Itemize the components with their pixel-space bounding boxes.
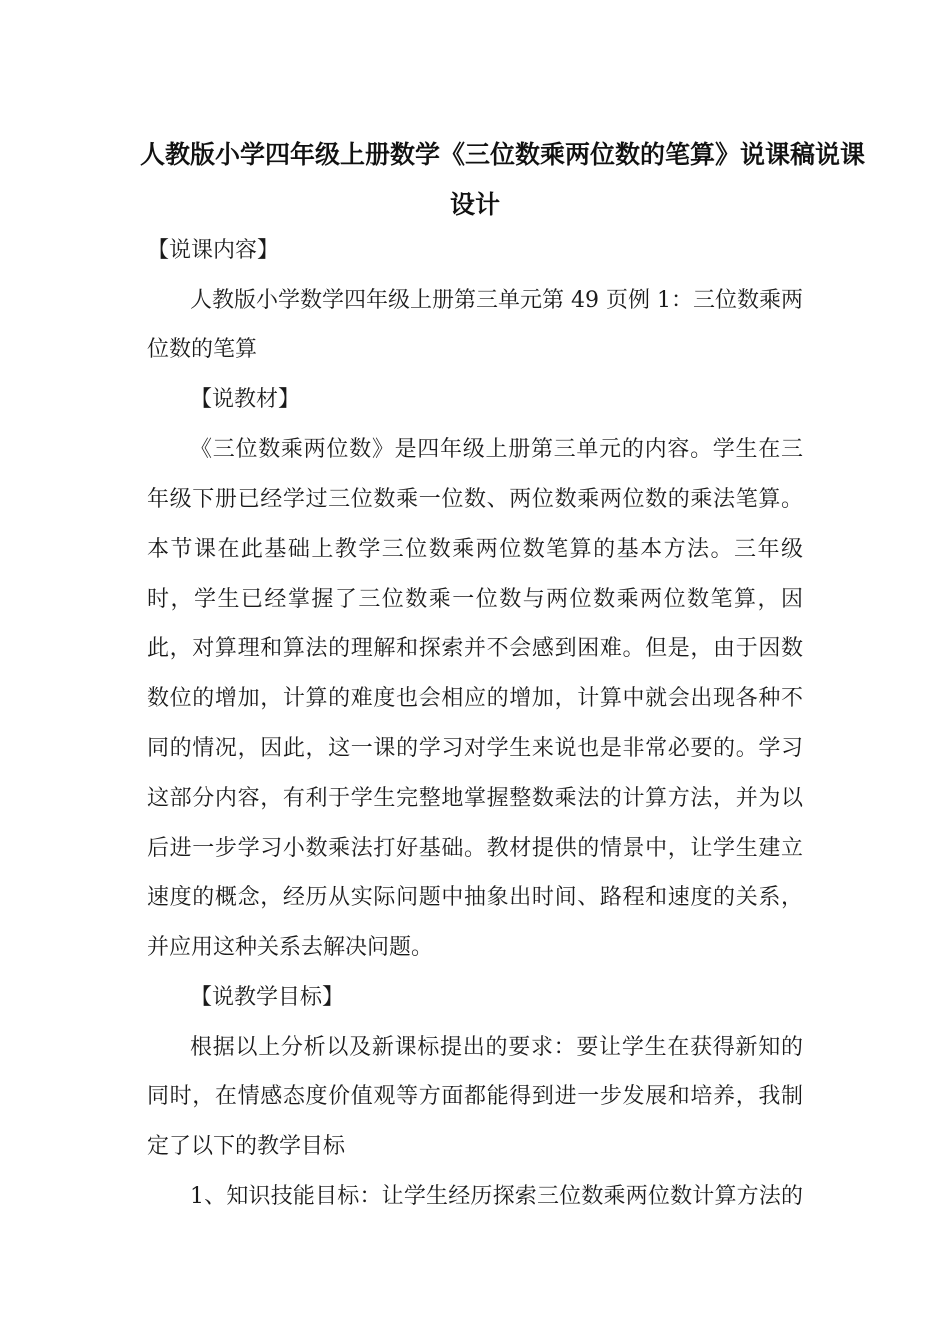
paragraph-line: 《三位数乘两位数》是四年级上册第三单元的内容。学生在三: [190, 437, 803, 462]
document-title-line-2: 设计: [449, 190, 500, 219]
paragraph-line: 后进一步学习小数乘法打好基础。教材提供的情景中，让学生建立: [147, 836, 803, 861]
paragraph-line: 此，对算理和算法的理解和探索并不会感到困难。但是，由于因数: [147, 636, 803, 661]
paragraph-line: 本节课在此基础上教学三位数乘两位数笔算的基本方法。三年级: [147, 537, 803, 562]
document-title-line-1: 人教版小学四年级上册数学《三位数乘两位数的笔算》说课稿说课: [140, 140, 866, 169]
paragraph-line: 这部分内容，有利于学生完整地掌握整数乘法的计算方法，并为以: [147, 786, 803, 811]
paragraph-line: 年级下册已经学过三位数乘一位数、两位数乘两位数的乘法笔算。: [147, 487, 803, 512]
list-item: 1、知识技能目标：让学生经历探索三位数乘两位数计算方法的: [190, 1184, 803, 1209]
paragraph-line: 并应用这种关系去解决问题。: [147, 935, 434, 960]
paragraph-line: 速度的概念，经历从实际问题中抽象出时间、路程和速度的关系，: [147, 885, 803, 910]
paragraph-line: 根据以上分析以及新课标提出的要求：要让学生在获得新知的: [190, 1035, 803, 1060]
paragraph-line: 位数的笔算: [147, 337, 258, 362]
paragraph-line: 人教版小学数学四年级上册第三单元第 49 页例 1：三位数乘两: [190, 288, 803, 313]
paragraph-line: 同时，在情感态度价值观等方面都能得到进一步发展和培养，我制: [147, 1084, 803, 1109]
paragraph-line: 同的情况，因此，这一课的学习对学生来说也是非常必要的。学习: [147, 736, 803, 761]
section-heading-textbook: 【说教材】: [190, 387, 301, 412]
section-heading-content: 【说课内容】: [147, 238, 280, 263]
paragraph-line: 数位的增加，计算的难度也会相应的增加，计算中就会出现各种不: [147, 686, 803, 711]
section-heading-goals: 【说教学目标】: [190, 985, 345, 1010]
paragraph-line: 定了以下的教学目标: [147, 1134, 346, 1159]
paragraph-line: 时，学生已经掌握了三位数乘一位数与两位数乘两位数笔算，因: [147, 587, 803, 612]
